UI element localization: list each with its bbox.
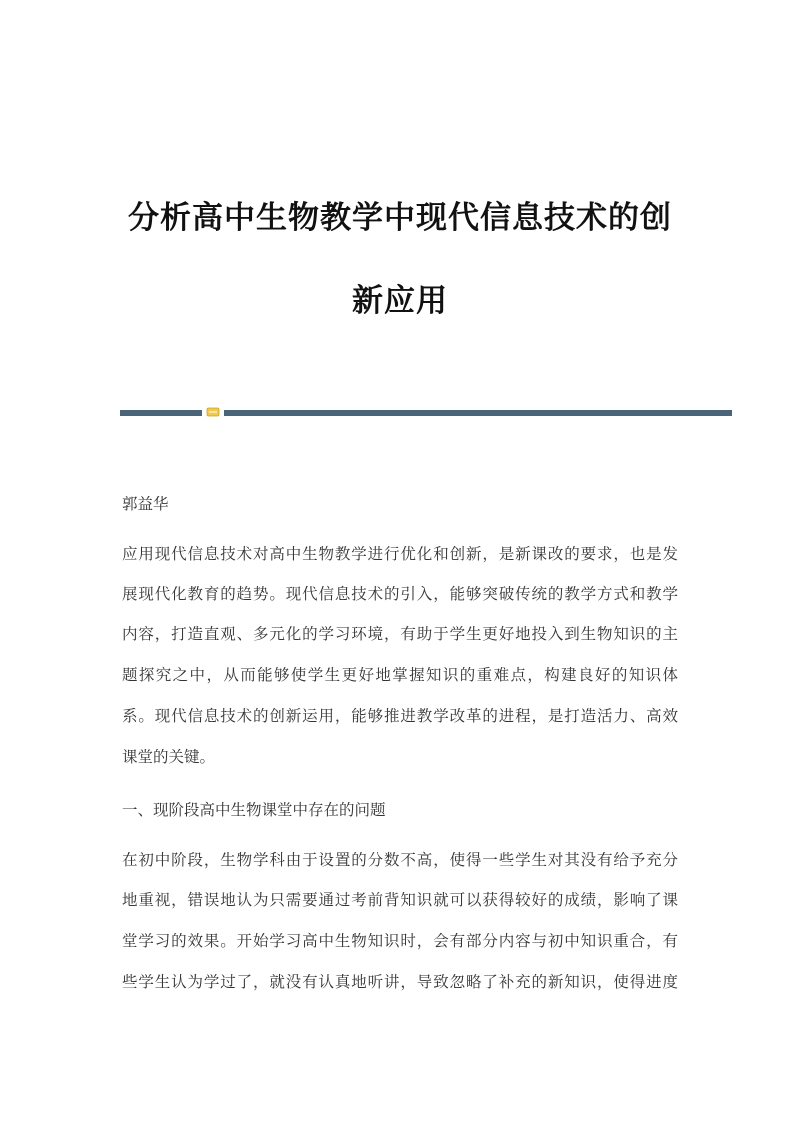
title-divider [120,410,732,416]
pencil-icon [206,406,220,418]
divider-bar-left [120,410,202,416]
abstract-line-4: 题探究之中，从而能够使学生更好地掌握知识的重难点，构建良好的知识体 [122,666,678,684]
document-title-line-2: 新应用 [352,283,448,319]
abstract-line-3: 内容，打造直观、多元化的学习环境，有助于学生更好地投入到生物知识的主 [122,625,678,643]
document-title-line-1: 分析高中生物教学中现代信息技术的创 [128,200,672,236]
divider-bar-right [224,410,732,416]
body-line-4: 些学生认为学过了，就没有认真地听讲，导致忽略了补充的新知识，使得进度 [122,973,678,991]
section-heading: 一、现阶段高中生物课堂中存在的问题 [122,801,386,819]
body-line-1: 在初中阶段，生物学科由于设置的分数不高，使得一些学生对其没有给予充分 [122,851,678,869]
abstract-line-2: 展现代化教育的趋势。现代信息技术的引入，能够突破传统的教学方式和教学 [122,585,678,603]
abstract-line-5: 系。现代信息技术的创新运用，能够推进教学改革的进程，是打造活力、高效 [122,707,678,725]
abstract-line-6: 课堂的关键。 [122,748,216,766]
author-name: 郭益华 [122,495,169,513]
body-line-2: 地重视，错误地认为只需要通过考前背知识就可以获得较好的成绩，影响了课 [122,891,678,909]
body-line-3: 堂学习的效果。开始学习高中生物知识时，会有部分内容与初中知识重合，有 [122,932,678,950]
abstract-line-1: 应用现代信息技术对高中生物教学进行优化和创新，是新课改的要求，也是发 [122,545,678,563]
